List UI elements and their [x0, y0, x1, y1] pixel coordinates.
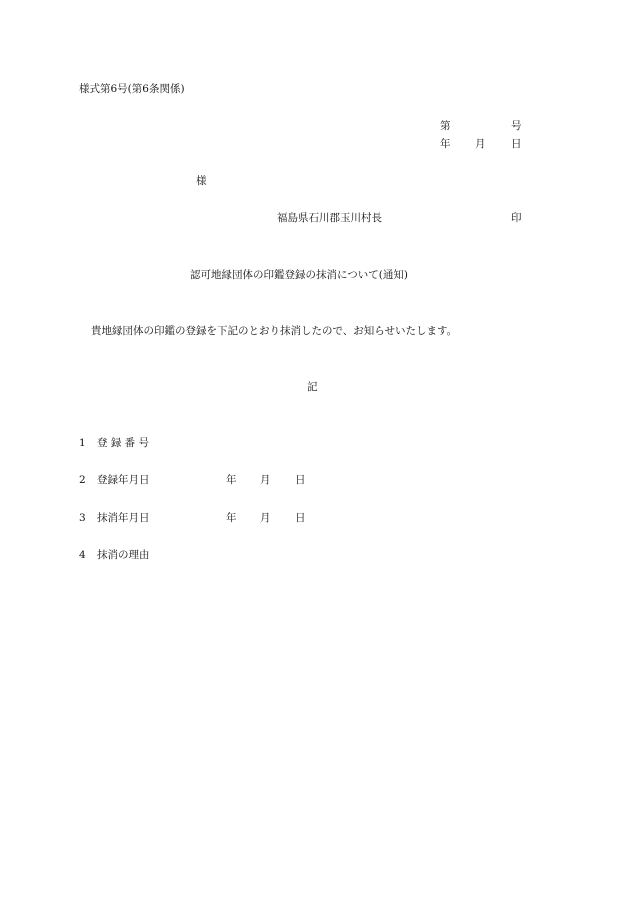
item-2-day: 日: [295, 474, 306, 486]
form-label: 様式第6号(第6条関係): [79, 83, 185, 95]
item-2-month: 月: [260, 474, 271, 486]
ki-heading: 記: [307, 381, 318, 393]
date-year: 年: [440, 138, 451, 150]
item-1-label: 登 録 番 号: [97, 437, 150, 449]
item-3-day: 日: [295, 512, 306, 524]
item-4-number: 4: [79, 549, 86, 561]
item-3-month: 月: [260, 512, 271, 524]
item-2-year: 年: [226, 474, 237, 486]
doc-number-dai: 第: [440, 120, 451, 132]
sender-name: 福島県石川郡玉川村長: [277, 212, 382, 224]
addressee-suffix: 様: [196, 175, 207, 187]
item-4-label: 抹消の理由: [97, 549, 150, 561]
body-text: 貴地縁団体の印鑑の登録を下記のとおり抹消したので、お知らせいたします。: [91, 325, 458, 337]
document-title: 認可地縁団体の印鑑登録の抹消について(通知): [190, 269, 408, 281]
item-2-number: 2: [79, 474, 86, 486]
item-3-year: 年: [226, 512, 237, 524]
item-3-label: 抹消年月日: [97, 512, 150, 524]
doc-number-go: 号: [511, 120, 522, 132]
item-2-label: 登録年月日: [97, 474, 150, 486]
date-month: 月: [475, 138, 486, 150]
item-1-number: 1: [79, 437, 86, 449]
item-3-number: 3: [79, 512, 86, 524]
date-day: 日: [511, 138, 522, 150]
seal-mark: 印: [511, 212, 522, 224]
